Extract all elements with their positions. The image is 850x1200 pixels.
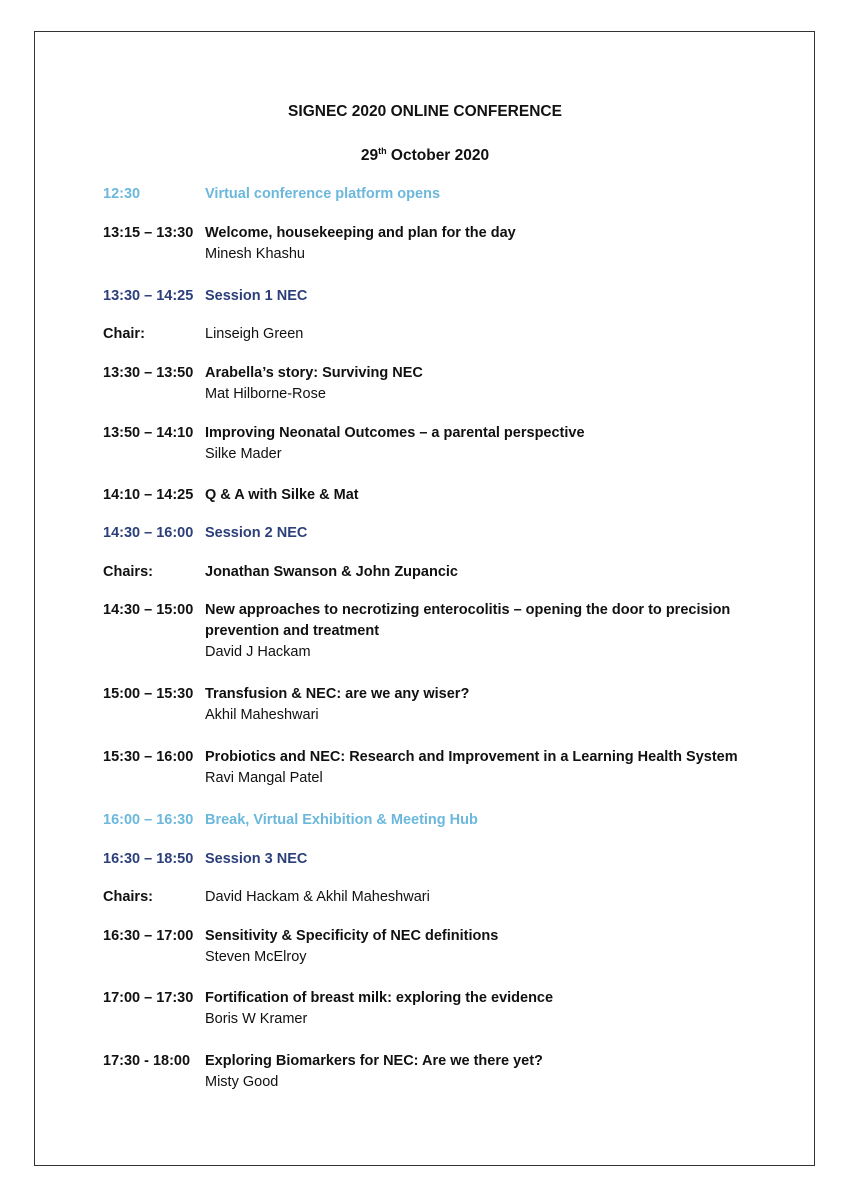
program-item-fortification — [103, 988, 783, 1030]
item-speaker: Mat Hilborne-Rose — [205, 386, 326, 402]
item-time: 16:30 – 18:50 — [103, 851, 194, 867]
item-speaker: Boris W Kramer — [205, 1011, 308, 1027]
item-title: Exploring Biomarkers for NEC: Are we there yet? — [205, 1053, 543, 1069]
item-title: New approaches to necrotizing enterocolitis – opening the door to precision prevention and treatment — [205, 602, 731, 639]
session-1-chair — [103, 324, 783, 345]
item-time: 13:30 – 13:50 — [103, 365, 194, 381]
chairs-label: Chairs: — [103, 564, 153, 580]
session-1-header — [103, 286, 783, 307]
item-title: Fortification of breast milk: exploring the evidence — [205, 990, 554, 1006]
date-rest: October 2020 — [386, 147, 490, 165]
chairs-names: Jonathan Swanson & John Zupancic — [205, 564, 458, 580]
item-time: 14:30 – 16:00 — [103, 525, 194, 541]
item-time: 14:10 – 14:25 — [103, 487, 194, 503]
item-time: 13:50 – 14:10 — [103, 425, 194, 441]
session-title: Session 3 NEC — [205, 851, 308, 867]
item-speaker: Steven McElroy — [205, 949, 307, 965]
chair-name: Linseigh Green — [205, 326, 304, 342]
item-time: 15:00 – 15:30 — [103, 686, 194, 702]
date-suffix: th — [378, 146, 387, 156]
item-time: 14:30 – 15:00 — [103, 602, 194, 618]
item-speaker: Ravi Mangal Patel — [205, 770, 323, 786]
item-time: 12:30 — [103, 186, 141, 202]
item-time: 15:30 – 16:00 — [103, 749, 194, 765]
program-item-probiotics — [103, 747, 783, 789]
item-title: Probiotics and NEC: Research and Improvement in a Learning Health System — [205, 749, 738, 765]
program-item-arabella — [103, 363, 783, 405]
item-speaker: Silke Mader — [205, 446, 282, 462]
item-time: 16:00 – 16:30 — [103, 812, 194, 828]
item-speaker: Akhil Maheshwari — [205, 707, 319, 723]
session-2-header — [103, 523, 783, 544]
item-title: Break, Virtual Exhibition & Meeting Hub — [205, 812, 478, 828]
chairs-names: David Hackam & Akhil Maheshwari — [205, 889, 430, 905]
program-item-neonatal-outcomes — [103, 423, 783, 465]
item-title: Sensitivity & Specificity of NEC definitions — [205, 928, 499, 944]
program-item-transfusion — [103, 684, 783, 726]
conference-date — [0, 146, 850, 165]
item-title: Transfusion & NEC: are we any wiser? — [205, 686, 470, 702]
session-3-header — [103, 849, 783, 870]
item-title: Q & A with Silke & Mat — [205, 487, 359, 503]
item-time: 13:15 – 13:30 — [103, 225, 194, 241]
page-title: SIGNEC 2020 ONLINE CONFERENCE — [288, 103, 562, 120]
item-title: Virtual conference platform opens — [205, 186, 441, 202]
item-time: 17:30 - 18:00 — [103, 1053, 191, 1069]
program-item-welcome — [103, 223, 783, 265]
item-time: 17:00 – 17:30 — [103, 990, 194, 1006]
item-title: Arabella’s story: Surviving NEC — [205, 365, 423, 381]
item-time: 13:30 – 14:25 — [103, 288, 194, 304]
item-time: 16:30 – 17:00 — [103, 928, 194, 944]
chair-label: Chair: — [103, 326, 145, 342]
session-3-chairs — [103, 887, 783, 908]
item-speaker: Minesh Khashu — [205, 246, 305, 262]
chairs-label: Chairs: — [103, 889, 153, 905]
program-item-qa — [103, 485, 783, 506]
program-item-necrotizing-enterocolitis — [103, 600, 783, 663]
item-speaker: David J Hackam — [205, 644, 311, 660]
program-item-biomarkers — [103, 1051, 783, 1093]
item-title: Welcome, housekeeping and plan for the day — [205, 225, 516, 241]
item-speaker: Misty Good — [205, 1074, 279, 1090]
program-item-break — [103, 810, 783, 831]
program-item-sensitivity — [103, 926, 783, 968]
item-title: Improving Neonatal Outcomes – a parental perspective — [205, 425, 585, 441]
program-item-platform-opens — [103, 184, 783, 205]
session-2-chairs — [103, 562, 783, 583]
session-title: Session 2 NEC — [205, 525, 308, 541]
date-day: 29 — [360, 147, 379, 165]
session-title: Session 1 NEC — [205, 288, 308, 304]
